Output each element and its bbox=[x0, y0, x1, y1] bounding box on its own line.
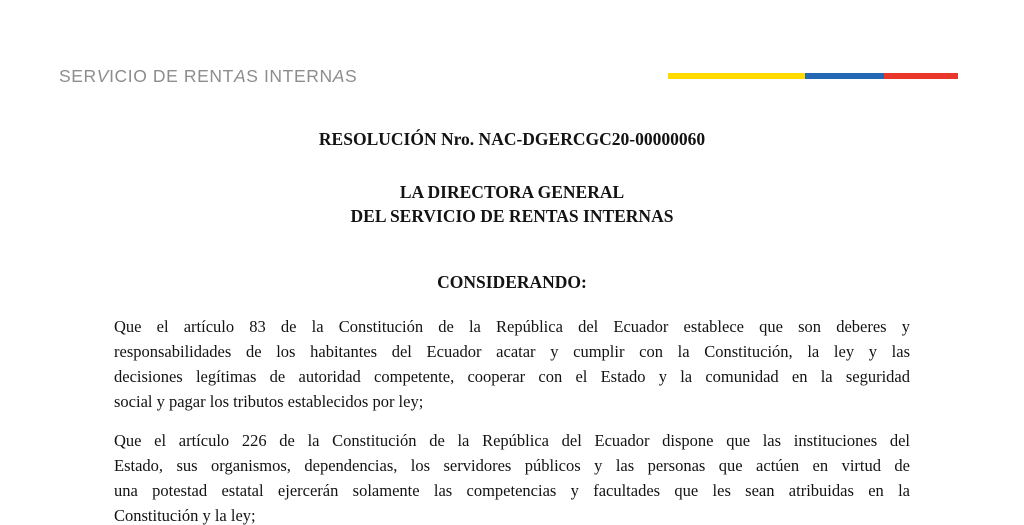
authority-line-1: LA DIRECTORA GENERAL bbox=[399, 182, 625, 202]
paragraphs bbox=[114, 314, 910, 525]
paragraph-line: Que el artículo 226 de la Constitución de la República del Ecuador dispone que las instituciones del bbox=[114, 431, 910, 450]
paragraph-line: una potestad estatal ejercerán solamente las competencias y facultades que les sean atribuidas en la bbox=[114, 481, 910, 500]
flag-yellow-segment bbox=[668, 73, 805, 79]
authority-line-2: DEL SERVICIO DE RENTAS INTERNAS bbox=[350, 206, 674, 226]
flag-red-segment bbox=[884, 73, 958, 79]
paragraph-line: social y pagar los tributos establecidos por ley; bbox=[114, 392, 424, 411]
paragraph bbox=[114, 428, 910, 525]
resolution-title: RESOLUCIÓN Nro. NAC-DGERCGC20-00000060 bbox=[318, 129, 706, 149]
document-body bbox=[114, 129, 910, 525]
paragraph-line: Que el artículo 83 de la Constitución de la República del Ecuador establece que son deberes y bbox=[114, 317, 910, 336]
flag-blue-segment bbox=[805, 73, 884, 79]
paragraph-line: responsabilidades de los habitantes del Ecuador acatar y cumplir con la Constitución, la ley y las bbox=[114, 342, 910, 361]
paragraph bbox=[114, 314, 910, 414]
considerando-heading: CONSIDERANDO: bbox=[437, 272, 587, 292]
paragraph-line: decisiones legítimas de autoridad competente, cooperar con el Estado y la comunidad en la seguridad bbox=[114, 367, 910, 386]
paragraph-line: Estado, sus organismos, dependencias, los servidores públicos y las personas que actúen en virtud de bbox=[114, 456, 910, 475]
sri-logo-text: SERVICIO DE RENTAS INTERNAS bbox=[59, 66, 358, 86]
ecuador-flag-bar bbox=[668, 73, 958, 79]
authority-heading bbox=[114, 180, 910, 228]
paragraph-line: Constitución y la ley; bbox=[114, 506, 256, 525]
